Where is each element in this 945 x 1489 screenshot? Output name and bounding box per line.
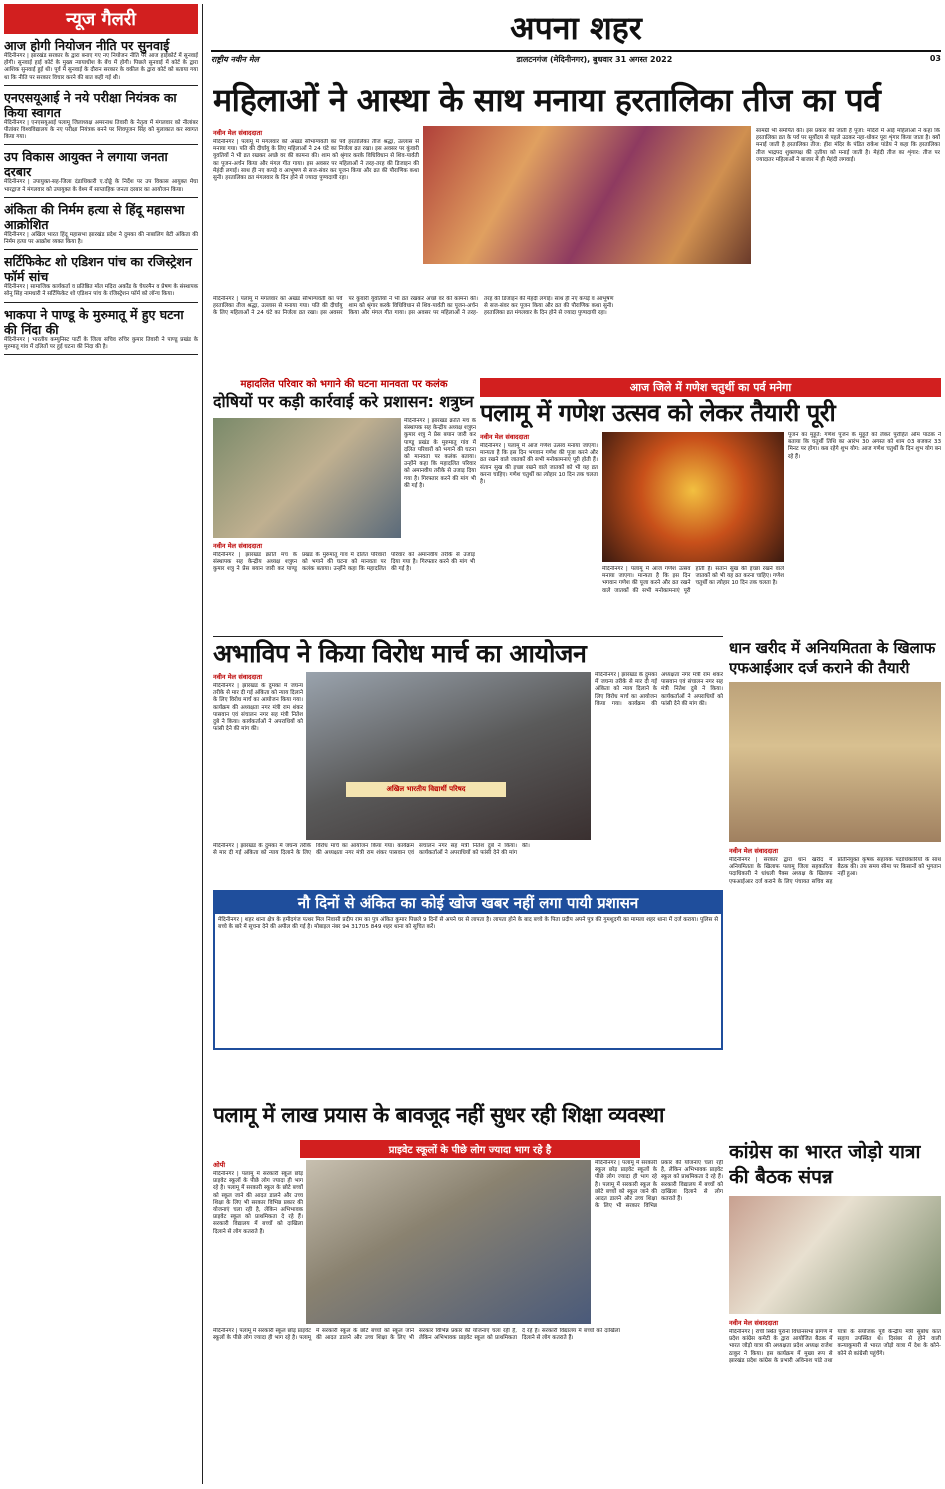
congress-body: मेदिनीनगर | रांची स्थित पुराना विधानसभा प्रांगण में प्रदेश कांग्रेस कमेटी के द्वारा आयोजित बैठक में भारत जोड़ो यात्रा की अध्यक्षता प्रदेश अध्यक्ष राजेश ठाकुर ने किया। इस कार्यक्रम में मुख्य रूप से झारखंड प्रदेश कांग्रेस के प्रभारी अविनाश पांडे तथा यात्रा के संयोजक पूर्व केन्द्रीय मंत्री सुबोध कांत सहाय उपस्थित थे। दिसंबर से होने वाली कन्याकुमारी से भारत जोड़ो यात्रा में देश के कोने-कोने से कांग्रेसी पहुंचेंगे।	[729, 1329, 941, 1364]
paper-name: राष्ट्रीय नवीन मेल	[211, 55, 259, 64]
sidebar-story-headline: एनएसयूआई ने नये परीक्षा नियंत्रक का किया स्वागत	[4, 89, 177, 120]
sidebar-story-headline: आज होगी नियोजन नीति पर सुनवाई	[4, 38, 170, 53]
abvp-byline: नवीन मेल संवाददाता	[213, 673, 262, 681]
ganesh-headline: पलामू में गणेश उत्सव को लेकर तैयारी पूरी	[480, 399, 836, 427]
place-date: डालटनगंज (मेदिनीनगर), बुधवार 31 अगस्त 2022	[516, 55, 673, 64]
lead-body: मेदिनीनगर | पलामू में मंगलवार को अखंड सौभाग्यवती का पर्व हरतालिका तीज श्रद्धा, उल्लास से मनाया गया। पति की दीर्घायु के लिए महिलाओं ने 24 घंटे का निर्जला व्रत रखा। इस अवसर पर कुंवारी युवतियों ने भी व्रत रखकर अच्छे वर की कामना की। शाम को श्रृंगार करके विधिविधान से शिव-पार्वती का पूजन-अर्चन किया और मंगल गीत गाया। इस अवसर पर महिलाओं ने तरह-तरह की डिजाइन की मेहंदी लगाई। साथ ही नए कपड़े व आभूषण से सज-संवर कर पूजन किया और व्रत की पौराणिक कथा सुनी। हरतालिका व्रत मंगलवार के दिन होने से ज्यादा पुण्यदायी रहा।	[213, 139, 419, 182]
sidebar-story	[4, 254, 198, 302]
masthead	[211, 4, 941, 68]
lead-photo	[423, 126, 751, 264]
abvp-body: मेदिनीनगर | झारखंड के दुमका में जघन्य तरीके से मार दी गई अंकिता को न्याय दिलाने के लिए विरोध मार्च का आयोजन किया गया। कार्यक्रम की अध्यक्षता नगर मंत्री राम शंकर पासवान एवं संचालन नगर सह मंत्री नितेश दुबे ने किया। कार्यकर्ताओं ने अपराधियों को फांसी देने की मांग की।	[213, 683, 303, 733]
noday-box	[213, 890, 723, 1050]
shiksha-body: मेदिनीनगर | पलामू में सरकारी स्कूल छोड़ प्राइवेट स्कूलों के पीछे लोग ज्यादा ही भाग रहे है। पलामू में सरकारी स्कूल के छोटे बच्चों को स्कूल जाने की आदत डालने और उच्च शिक्षा के लिए भी सरकार विभिन्न प्रकार की योजनाएं चला रही है, लेकिन अभिभावक प्राइवेट स्कूल को प्राथमिकता दे रहे हैं। सरकारी विद्यालय में बच्चों को दाखिला दिलाने से लोग कतराते हैं।	[213, 1171, 303, 1235]
sidebar-story-headline: भाकपा ने पाण्डू के मुरुमातू में हुए घटना की निंदा की	[4, 306, 184, 337]
dhan-column	[729, 846, 941, 1136]
abvp-right-text: मेदिनीनगर | झारखंड के दुमका में जघन्य तरीके से मार दी गई अंकिता को न्याय दिलाने के लिए विरोध मार्च का आयोजन किया गया। कार्यक्रम की अध्यक्षता नगर मंत्री राम शंकर पासवान एवं संचालन नगर सह मंत्री नितेश दुबे ने किया। कार्यकर्ताओं ने अपराधियों को फांसी देने की मांग की।	[595, 672, 723, 707]
divider	[4, 249, 198, 250]
section-title: अपना शहर	[510, 9, 642, 47]
sidebar-stories	[4, 38, 198, 355]
divider	[4, 302, 198, 303]
sidebar-story-headline: सर्टिफिकेट शो एडिशन पांच का रजिस्ट्रेशन फॉर्म सांच	[4, 254, 192, 285]
shatrughan-text-right: मेदिनीनगर | झारखंड क्रांति मंच के संस्थापक सह केन्द्रीय अध्यक्ष शत्रुघ्न कुमार शत्रु ने प्रेस बयान जारी कर पाण्डू प्रखंड के मुरुमातू गांव में दलित परिवारों को भगाने की घटना को मानवता पर कलंक बताया। उन्होंने कहा कि महादलित परिवार को अमानवीय तरीके से उजाड़ दिया गया है। गिरफ्तार करने की मांग भी की गई है।	[404, 418, 476, 489]
sidebar-story-body: मेदिनीनगर | भारतीय कम्युनिस्ट पार्टी के जिला सचिव रुचिर कुमार तिवारी ने पाण्डू प्रखंड के मुरुमातू गांव में दलितों पर हुई घटना की निंदा की है।	[4, 336, 198, 350]
abvp-column	[213, 672, 303, 832]
dhan-byline: नवीन मेल संवाददाता	[729, 847, 778, 855]
divider	[4, 354, 198, 355]
abvp-banner: अखिल भारतीय विद्यार्थी परिषद	[346, 782, 506, 797]
lead-column-left	[213, 128, 419, 293]
sidebar-story-body: मेदिनीनगर | सामाजिक कार्यकर्ता व प्रतिष्ठित मॉल मदिरा अर्कोड के चेयरमैन व प्रेषण के संस्थापक सोनू सिंह नामधारी ने सर्टिफिकेट शो एडिशन पांच के रजिस्ट्रेशन फॉर्म को लॉन्च किया।	[4, 284, 198, 298]
congress-byline: नवीन मेल संवाददाता	[729, 1319, 778, 1327]
shatrughan-kicker: महादलित परिवार को भगाने की घटना मानवता पर कलंक	[240, 379, 448, 390]
sidebar-story-body: मेदिनीनगर | अखिल भारत हिंदू महासभा झारखंड प्रदेश ने दुमका की नाबालिग बेटी अंकिता की निर्मम हत्या पर आक्रोश व्यक्त किया है।	[4, 231, 198, 246]
sidebar-story	[4, 38, 198, 86]
noday-body: मेदिनीनगर | शहर थाना क्षेत्र के हमीदगंज पत्थर मिल निवासी प्रदीप राम का पुत्र अंकित कुमार पिछले 9 दिनों से अपने घर से लापता है। लापता होने के बाद बच्चे के पिता प्रदीप अपने पुत्र की गुमशुदगी का मामला शहर थाना में दर्ज कराया। पुलिस से बच्चे के बारे में सूचना देने की अपील की गई है। मोबाइल नंबर 94 31705 849 शहर थाना को सूचित करें।	[218, 917, 718, 931]
congress-headline: कांग्रेस का भारत जोड़ो यात्रा की बैठक संपन्न	[729, 1141, 921, 1188]
shatrughan-body: मेदिनीनगर | झारखंड क्रांति मंच के संस्थापक सह केन्द्रीय अध्यक्ष शत्रुघ्न कुमार शत्रु ने प्रेस बयान जारी कर पाण्डू प्रखंड के मुरुमातू गांव में दलित परिवारों को भगाने की घटना को मानवता पर कलंक बताया। उन्होंने कहा कि महादलित परिवार को अमानवीय तरीके से उजाड़ दिया गया है। गिरफ्तार करने की मांग भी की गई है।	[213, 552, 475, 573]
congress-photo	[729, 1196, 941, 1314]
lead-body-cont: मेदिनीनगर | पलामू में मंगलवार को अखंड सौभाग्यवती का पर्व हरतालिका तीज श्रद्धा, उल्लास से मनाया गया। पति की दीर्घायु के लिए महिलाओं ने 24 घंटे का निर्जला व्रत रखा। इस अवसर पर कुंवारी युवतियों ने भी व्रत रखकर अच्छे वर की कामना की। शाम को श्रृंगार करके विधिविधान से शिव-पार्वती का पूजन-अर्चन किया और मंगल गीत गाया। इस अवसर पर महिलाओं ने तरह-तरह की डिजाइन की मेहंदी लगाई। साथ ही नए कपड़े व आभूषण से सज-संवर कर पूजन किया और व्रत की पौराणिक कथा सुनी। हरतालिका व्रत मंगलवार के दिन होने से ज्यादा पुण्यदायी रहा।	[213, 296, 614, 317]
sidebar-story-body: मेदिनीनगर | एनएसयूआई पलामू जिलाध्यक्ष अमरनाथ तिवारी के नेतृत्व में मंगलवार को नीलांबर पीतांबर विश्वविद्यालय के नए परीक्षा नियंत्रक बनने पर शिवपूजन सिंह को मुलाकात कर स्वागत किया गया।	[4, 119, 198, 141]
shatrughan-photo	[213, 418, 401, 538]
divider	[4, 85, 198, 86]
sidebar-story-body: मेदिनीनगर | झारखंड सरकार के द्वारा बनाए गए नए नियोजन नीति पर आज हाईकोर्ट में सुनवाई होगी। सुनवाई हाई कोर्ट के मुख्य न्यायाधीश के बेंच में होगी। पिछले सुनवाई में कोर्ट के द्वारा आशिक सुनवाई हुई थी। पूर्व में सुनवाई के दौरान सरकार के वकील के द्वारा कोर्ट को बताया गया था कि नीति पर सरकार विचार करने की बात कही गई थी।	[4, 53, 198, 81]
shiksha-kicker: प्राइवेट स्कूलों के पीछे लोग ज्यादा भाग रहे है	[300, 1140, 640, 1158]
shatrughan-byline: नवीन मेल संवाददाता	[213, 542, 262, 550]
divider	[4, 197, 198, 198]
noday-headline: नौ दिनों से अंकित का कोई खोज खबर नहीं लगा पायी प्रशासन	[215, 892, 721, 914]
abvp-headline: अभाविप ने किया विरोध मार्च का आयोजन	[213, 636, 723, 671]
shatrughan-column	[213, 541, 475, 633]
ganesh-body-cont: मेदिनीनगर | पलामू में आज गणेश उत्सव मनाया जाएगा। मान्यता है कि इस दिन भगवान गणेश की पूजा करने और व्रत रखने वाले जातकों की सभी मनोकामनाएं पूरी होती हैं। संतान सुख की इच्छा रखने वाले जातकों को भी यह व्रत करना चाहिए। गणेश चतुर्थी का त्योहार 10 दिन तक चलता है।	[602, 566, 784, 594]
ganesh-body: मेदिनीनगर | पलामू में आज गणेश उत्सव मनाया जाएगा। मान्यता है कि इस दिन भगवान गणेश की पूजा करने और व्रत रखने वाले जातकों की सभी मनोकामनाएं पूरी होती हैं। संतान सुख की इच्छा रखने वाले जातकों को भी यह व्रत करना चाहिए। गणेश चतुर्थी का त्योहार 10 दिन तक चलता है।	[480, 443, 598, 486]
dhan-body: मेदिनीनगर | सरकार द्वारा धान खरीद में अनियमितता के खिलाफ पलामू जिला सहकारिता पदाधिकारी ने धांधली पैक्स अध्यक्ष के खिलाफ एफआईआर दर्ज कराने के लिए पंचायत सचिव सह प्रतिनियुक्त कृषक सहायक पदाधिकारियों के साथ बैठक की। तय समय सीमा पर किसानों को भुगतान नहीं हुआ।	[729, 857, 941, 885]
shiksha-column	[213, 1160, 303, 1324]
shiksha-photo	[306, 1160, 591, 1324]
congress-column	[729, 1318, 941, 1484]
shatrughan-headline: दोषियों पर कड़ी कार्रवाई करे प्रशासन: शत्रुघ्न	[213, 392, 474, 411]
lead-side-text: सामग्री भी समर्पित की। इस प्रकार की जाती है पूजा: मंदिरों में आई महिलाओं ने कहा कि हरतालिका व्रत के पर्व पर सूर्योदय से पहले उठकर नहा-धोकर पूरा शृंगार किया जाता है। क्यों मनाई जाती है हरतालिका तीज: हीरा मंदिर के पंडित राकेश पांडेय ने कहा कि हरतालिका तीज भाद्रपद शुक्लपक्ष की तृतीया को मनाई जाती है। मेहंदी तीज का शृंगार: तीज पर ज्यादातर महिलाओं ने बाजार में ही मेहंदी लगवाई।	[756, 128, 940, 163]
sidebar-story	[4, 149, 198, 197]
ganesh-kicker: आज जिले में गणेश चतुर्थी का पर्व मनेगा	[480, 378, 941, 397]
lead-headline: महिलाओं ने आस्था के साथ मनाया हरतालिका तीज का पर्व	[213, 81, 881, 119]
sidebar-story	[4, 90, 198, 146]
sidebar-story	[4, 307, 198, 355]
abvp-bottom-text: मेदिनीनगर | झारखंड के दुमका में जघन्य तरीके से मार दी गई अंकिता को न्याय दिलाने के लिए विरोध मार्च का आयोजन किया गया। कार्यक्रम की अध्यक्षता नगर मंत्री राम शंकर पासवान एवं संचालन नगर सह मंत्री नितेश दुबे ने किया। कार्यकर्ताओं ने अपराधियों को फांसी देने की मांग की।	[213, 843, 530, 857]
shiksha-bottom-text: मेदिनीनगर | पलामू में सरकारी स्कूल छोड़ प्राइवेट स्कूलों के पीछे लोग ज्यादा ही भाग रहे है। पलामू में सरकारी स्कूल के छोटे बच्चों को स्कूल जाने की आदत डालने और उच्च शिक्षा के लिए भी सरकार विभिन्न प्रकार की योजनाएं चला रही है, लेकिन अभिभावक प्राइवेट स्कूल को प्राथमिकता दे रहे हैं। सरकारी विद्यालय में बच्चों को दाखिला दिलाने से लोग कतराते हैं।	[213, 1328, 620, 1342]
page-number: 03	[929, 54, 941, 63]
lead-byline: नवीन मेल संवाददाता	[213, 129, 262, 137]
sidebar	[4, 4, 203, 1484]
ganesh-photo	[602, 432, 784, 562]
sidebar-story-headline: अंकिता की निर्मम हत्या से हिंदू महासभा आक्रोशित	[4, 201, 185, 232]
dhan-photo	[729, 682, 941, 842]
sidebar-story-headline: उप विकास आयुक्त ने लगाया जनता दरबार	[4, 149, 168, 180]
ganesh-muhurat: पूजन का मुहूर्त: गणेश पूजन के मुहूर्त को लेकर पुरोहित ओम पाठक ने बताया कि चतुर्थी तिथि का आरंभ 30 अगस्त को शाम 03 बजकर 33 मिनट पर होगा। कब रहेगे शुभ योग: आज गणेश चतुर्थी के दिन शुभ योग बन रहे हैं।	[788, 432, 941, 460]
divider	[4, 144, 198, 145]
ganesh-column	[480, 432, 598, 632]
sidebar-story-body: मेदिनीनगर | उपायुक्त-सह-जिला दंडाधिकारी ए.दोड्डे के निर्देश पर उप विकास आयुक्त मेघा भारद्वाज ने मंगलवार को उपायुक्त के वेश्म में साप्ताहिक जनता दरबार का आयोजन किया।	[4, 179, 198, 193]
shiksha-byline: ओपी	[213, 1161, 226, 1169]
sidebar-title: न्यूज गैलरी	[4, 4, 198, 34]
shiksha-headline: पलामू में लाख प्रयास के बावजूद नहीं सुधर रही शिक्षा व्यवस्था	[213, 1103, 664, 1127]
dhan-headline: धान खरीद में अनियमितता के खिलाफ एफआईआर दर्ज कराने की तैयारी	[729, 639, 936, 677]
sidebar-story	[4, 202, 198, 250]
abvp-photo	[306, 672, 591, 840]
ganesh-byline: नवीन मेल संवाददाता	[480, 433, 529, 441]
shiksha-right-text: मेदिनीनगर | पलामू में सरकारी स्कूल छोड़ प्राइवेट स्कूलों के पीछे लोग ज्यादा ही भाग रहे है। पलामू में सरकारी स्कूल के छोटे बच्चों को स्कूल जाने की आदत डालने और उच्च शिक्षा के लिए भी सरकार विभिन्न प्रकार की योजनाएं चला रही है, लेकिन अभिभावक प्राइवेट स्कूल को प्राथमिकता दे रहे हैं। सरकारी विद्यालय में बच्चों को दाखिला दिलाने से लोग कतराते हैं।	[595, 1160, 723, 1210]
